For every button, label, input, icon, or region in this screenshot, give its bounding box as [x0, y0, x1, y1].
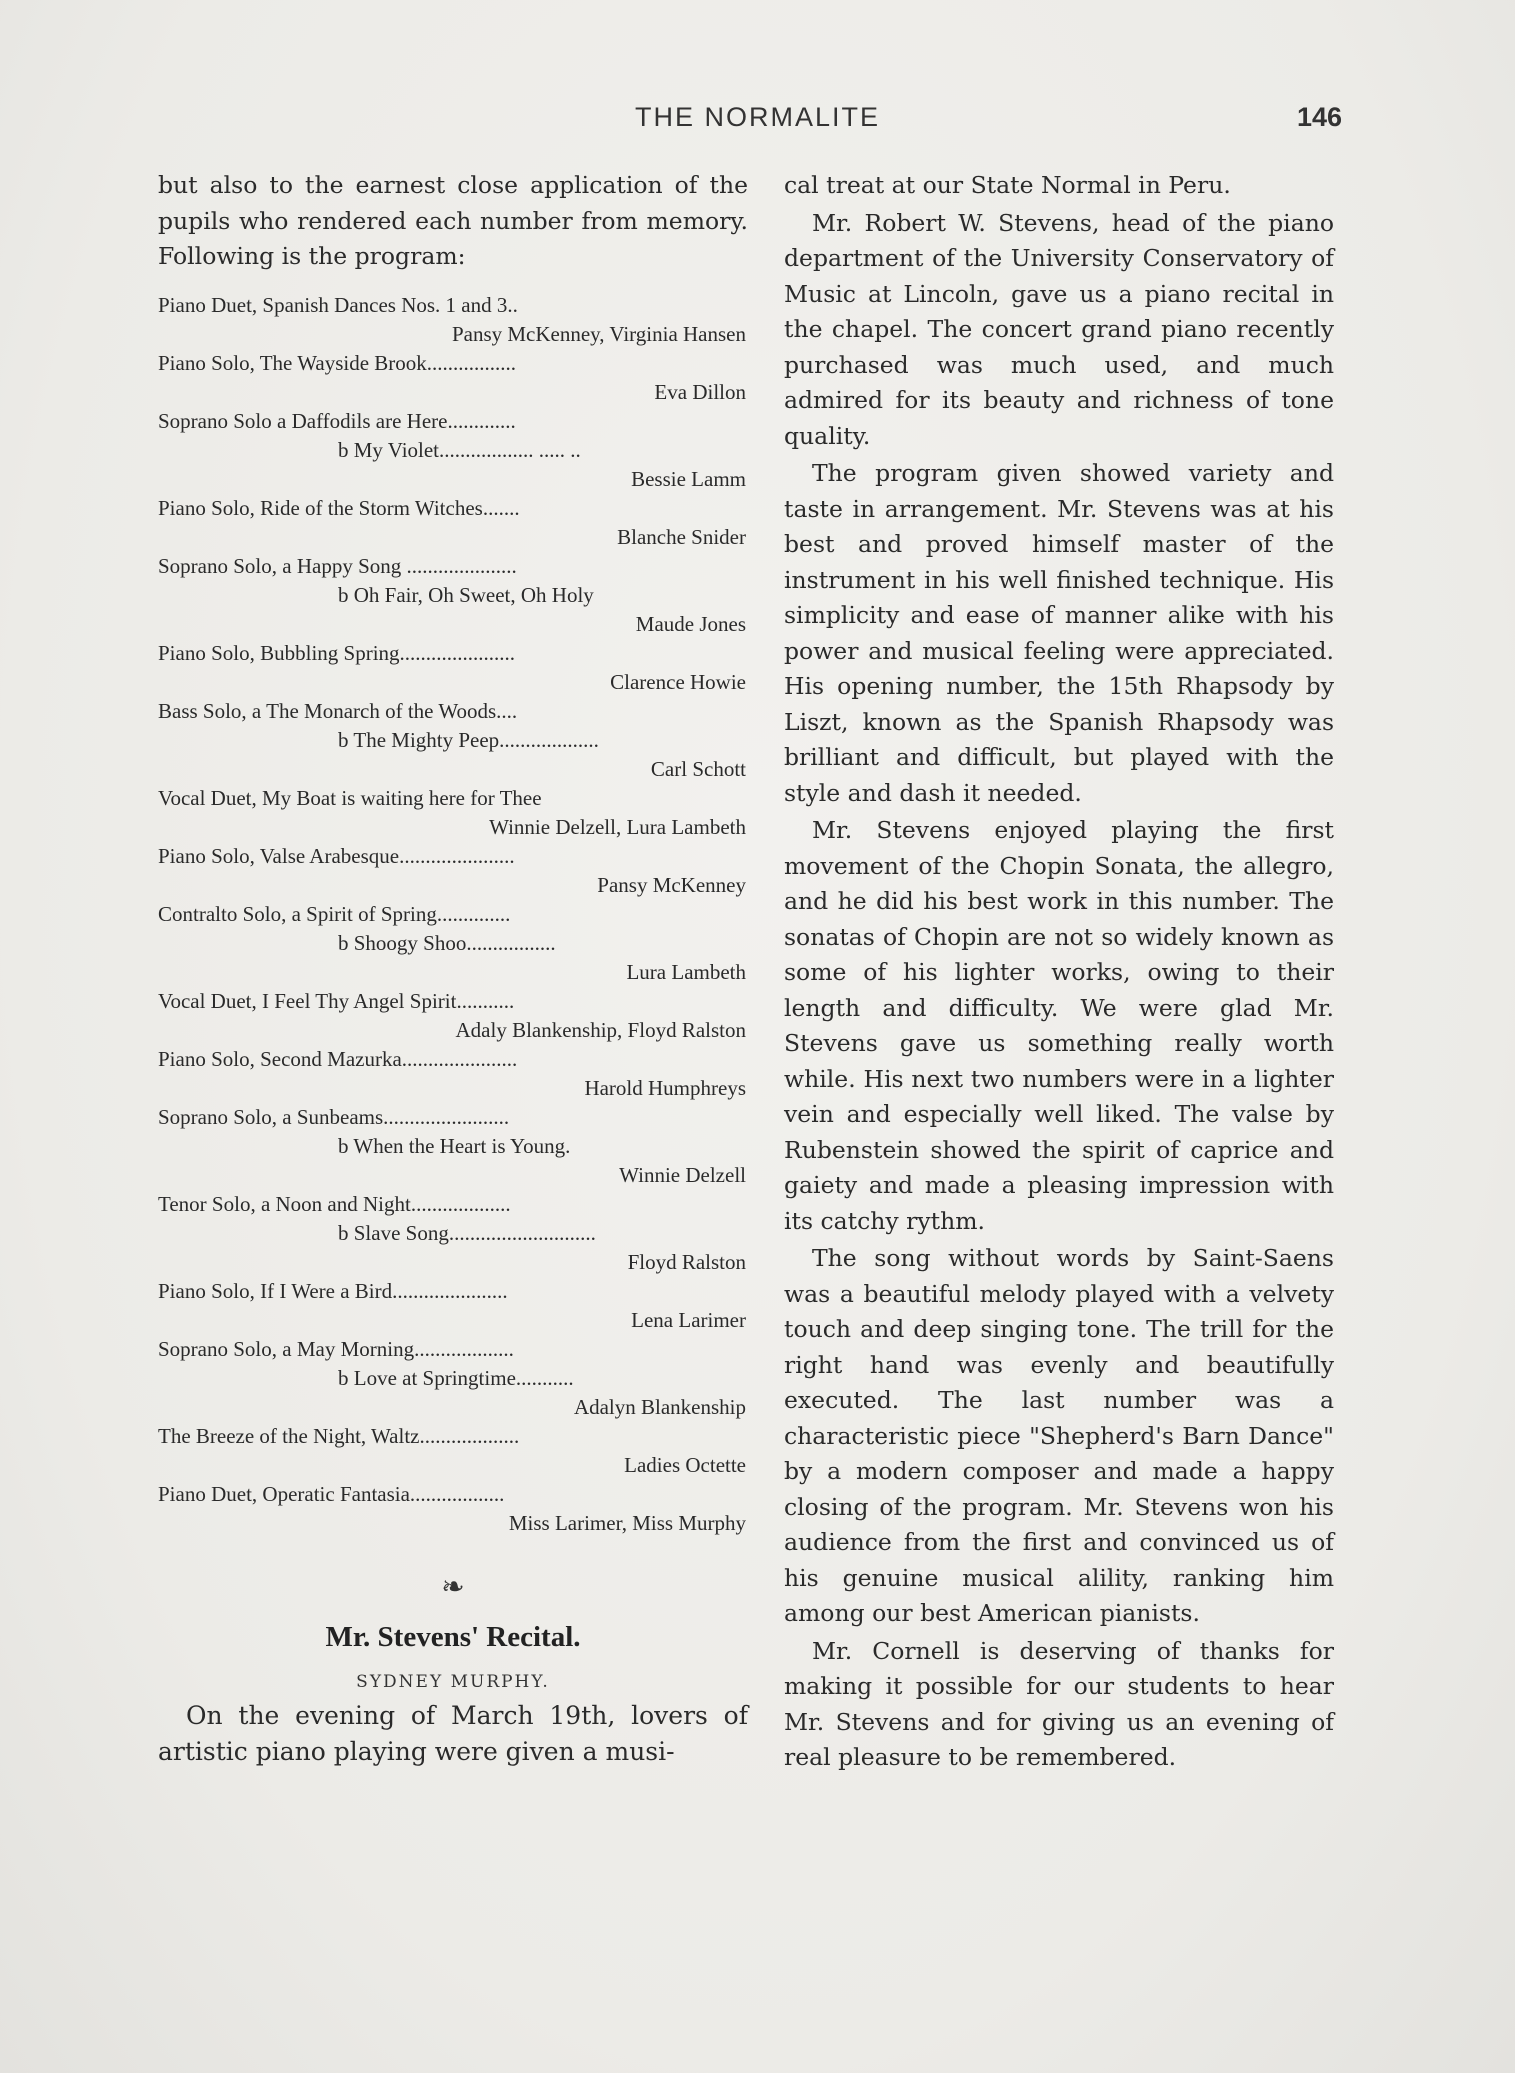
program-item	[158, 784, 748, 842]
program-item	[158, 494, 748, 552]
article-paragraph: cal treat at our State Normal in Peru.	[784, 171, 1231, 199]
program-performer: Adalyn Blankenship	[573, 1394, 746, 1419]
program-item	[158, 1422, 748, 1480]
program-subpiece: b My Violet.................. ..... ..	[338, 437, 581, 462]
program-performer: Carl Schott	[650, 756, 746, 781]
program-performer: Harold Humphreys	[584, 1075, 746, 1100]
ornament-icon: ❧	[441, 1569, 465, 1603]
program-performer: Winnie Delzell, Lura Lambeth	[489, 814, 746, 839]
program-item	[158, 407, 748, 494]
program-performer: Adaly Blankenship, Floyd Ralston	[455, 1017, 746, 1042]
right-column	[784, 168, 1334, 1776]
program-piece: Piano Solo, If I Were a Bird......................	[158, 1278, 508, 1303]
program-performer: Floyd Ralston	[627, 1249, 746, 1274]
page-number: 146	[1296, 102, 1342, 132]
program-subpiece: b Oh Fair, Oh Sweet, Oh Holy	[338, 582, 594, 607]
program-piece: Soprano Solo, a Sunbeams........................	[158, 1104, 510, 1129]
program-performer: Lura Lambeth	[626, 959, 746, 984]
article-paragraph: The song without words by Saint-Saens was a beautiful melody played with a velvety touch and deep singing tone. The trill for the right hand was evenly and beautifully executed. The last number was a characteristic piece "Shepherd's Barn Dance" by a modern composer and made a happy closing of the program. Mr. Stevens won his audience from the first and convinced us of his genuine musical alility, ranking him among our best American pianists.	[784, 1244, 1334, 1627]
byline: SYDNEY MURPHY.	[356, 1671, 550, 1692]
program-list	[158, 291, 748, 1538]
program-item	[158, 349, 748, 407]
program-piece: Soprano Solo, a Happy Song .....................	[158, 553, 517, 578]
program-piece: Soprano Solo a Daffodils are Here.............	[158, 408, 516, 433]
program-piece: Piano Duet, Spanish Dances Nos. 1 and 3..	[158, 292, 518, 317]
program-piece: Piano Solo, Bubbling Spring......................	[158, 640, 516, 665]
program-piece: Vocal Duet, My Boat is waiting here for Thee	[158, 785, 542, 810]
program-item	[158, 1277, 748, 1335]
article-paragraph: Mr. Stevens enjoyed playing the first movement of the Chopin Sonata, the allegro, and he did his best work in this number. The sonatas of Chopin are not so widely known as some of his lighter works, owing to their length and difficulty. We were glad Mr. Stevens gave us something really worth while. His next two numbers were in a lighter vein and especially well liked. The valse by Rubenstein showed the spirit of caprice and gaiety and made a pleasing impression with its catchy rythm.	[784, 816, 1334, 1235]
program-piece: Piano Solo, Valse Arabesque......................	[158, 843, 515, 868]
article-paragraph: Mr. Robert W. Stevens, head of the piano department of the University Conservatory of Music at Lincoln, gave us a piano recital in the chapel. The concert grand piano recently purchased was much used, and much admired for its beauty and richness of tone quality.	[784, 208, 1334, 450]
program-item	[158, 1190, 748, 1277]
program-performer: Eva Dillon	[654, 379, 746, 404]
program-subpiece: b Shoogy Shoo.................	[338, 930, 556, 955]
program-performer: Pansy McKenney	[597, 872, 746, 897]
program-performer: Bessie Lamm	[631, 466, 746, 491]
program-piece: Vocal Duet, I Feel Thy Angel Spirit...........	[158, 988, 515, 1013]
program-item	[158, 1103, 748, 1190]
recital-intro: On the evening of March 19th, lovers of artistic piano playing were given a musi-	[158, 1700, 748, 1766]
program-piece: Tenor Solo, a Noon and Night...................	[158, 1191, 511, 1216]
program-item	[158, 842, 748, 900]
program-piece: Contralto Solo, a Spirit of Spring..............	[158, 901, 511, 926]
program-performer: Pansy McKenney, Virginia Hansen	[451, 321, 746, 346]
article-paragraph: Mr. Cornell is deserving of thanks for making it possible for our students to hear Mr. Stevens and for giving us an evening of real pleasure to be remembered.	[784, 1636, 1334, 1771]
program-performer: Lena Larimer	[631, 1307, 746, 1332]
program-piece: Piano Solo, Ride of the Storm Witches.......	[158, 495, 520, 520]
program-performer: Clarence Howie	[610, 669, 746, 694]
recital-title: Mr. Stevens' Recital.	[325, 1620, 581, 1653]
left-column	[158, 168, 748, 1770]
program-piece: Piano Duet, Operatic Fantasia..................	[158, 1481, 505, 1506]
program-performer: Winnie Delzell	[619, 1162, 746, 1187]
program-performer: Miss Larimer, Miss Murphy	[508, 1510, 746, 1535]
program-item	[158, 987, 748, 1045]
program-piece: Bass Solo, a The Monarch of the Woods....	[158, 698, 518, 723]
intro-paragraph: but also to the earnest close application of the pupils who rendered each number from memory. Following is the program:	[158, 171, 748, 270]
program-piece: Piano Solo, Second Mazurka......................	[158, 1046, 518, 1071]
program-item	[158, 639, 748, 697]
program-item	[158, 1480, 748, 1538]
program-piece: Soprano Solo, a May Morning...................	[158, 1336, 514, 1361]
program-subpiece: b Slave Song............................	[338, 1220, 596, 1245]
program-item	[158, 900, 748, 987]
program-piece: The Breeze of the Night, Waltz...................	[158, 1423, 520, 1448]
program-subpiece: b Love at Springtime...........	[338, 1365, 574, 1390]
page-title: THE NORMALITE	[634, 102, 881, 132]
program-performer: Blanche Snider	[617, 524, 746, 549]
program-item	[158, 291, 748, 349]
program-item	[158, 552, 748, 639]
program-item	[158, 697, 748, 784]
program-item	[158, 1335, 748, 1422]
program-piece: Piano Solo, The Wayside Brook.................	[158, 350, 517, 375]
article-paragraph: The program given showed variety and taste in arrangement. Mr. Stevens was at his best and proved himself master of the instrument in his well finished technique. His simplicity and ease of manner alike with his power and musical feeling were appreciated. His opening number, the 15th Rhapsody by Liszt, known as the Spanish Rhapsody was brilliant and difficult, but played with the style and dash it needed.	[784, 459, 1334, 807]
program-performer: Maude Jones	[635, 611, 746, 636]
program-subpiece: b When the Heart is Young.	[338, 1133, 571, 1158]
program-subpiece: b The Mighty Peep...................	[338, 727, 599, 752]
program-performer: Ladies Octette	[624, 1452, 746, 1477]
program-item	[158, 1045, 748, 1103]
